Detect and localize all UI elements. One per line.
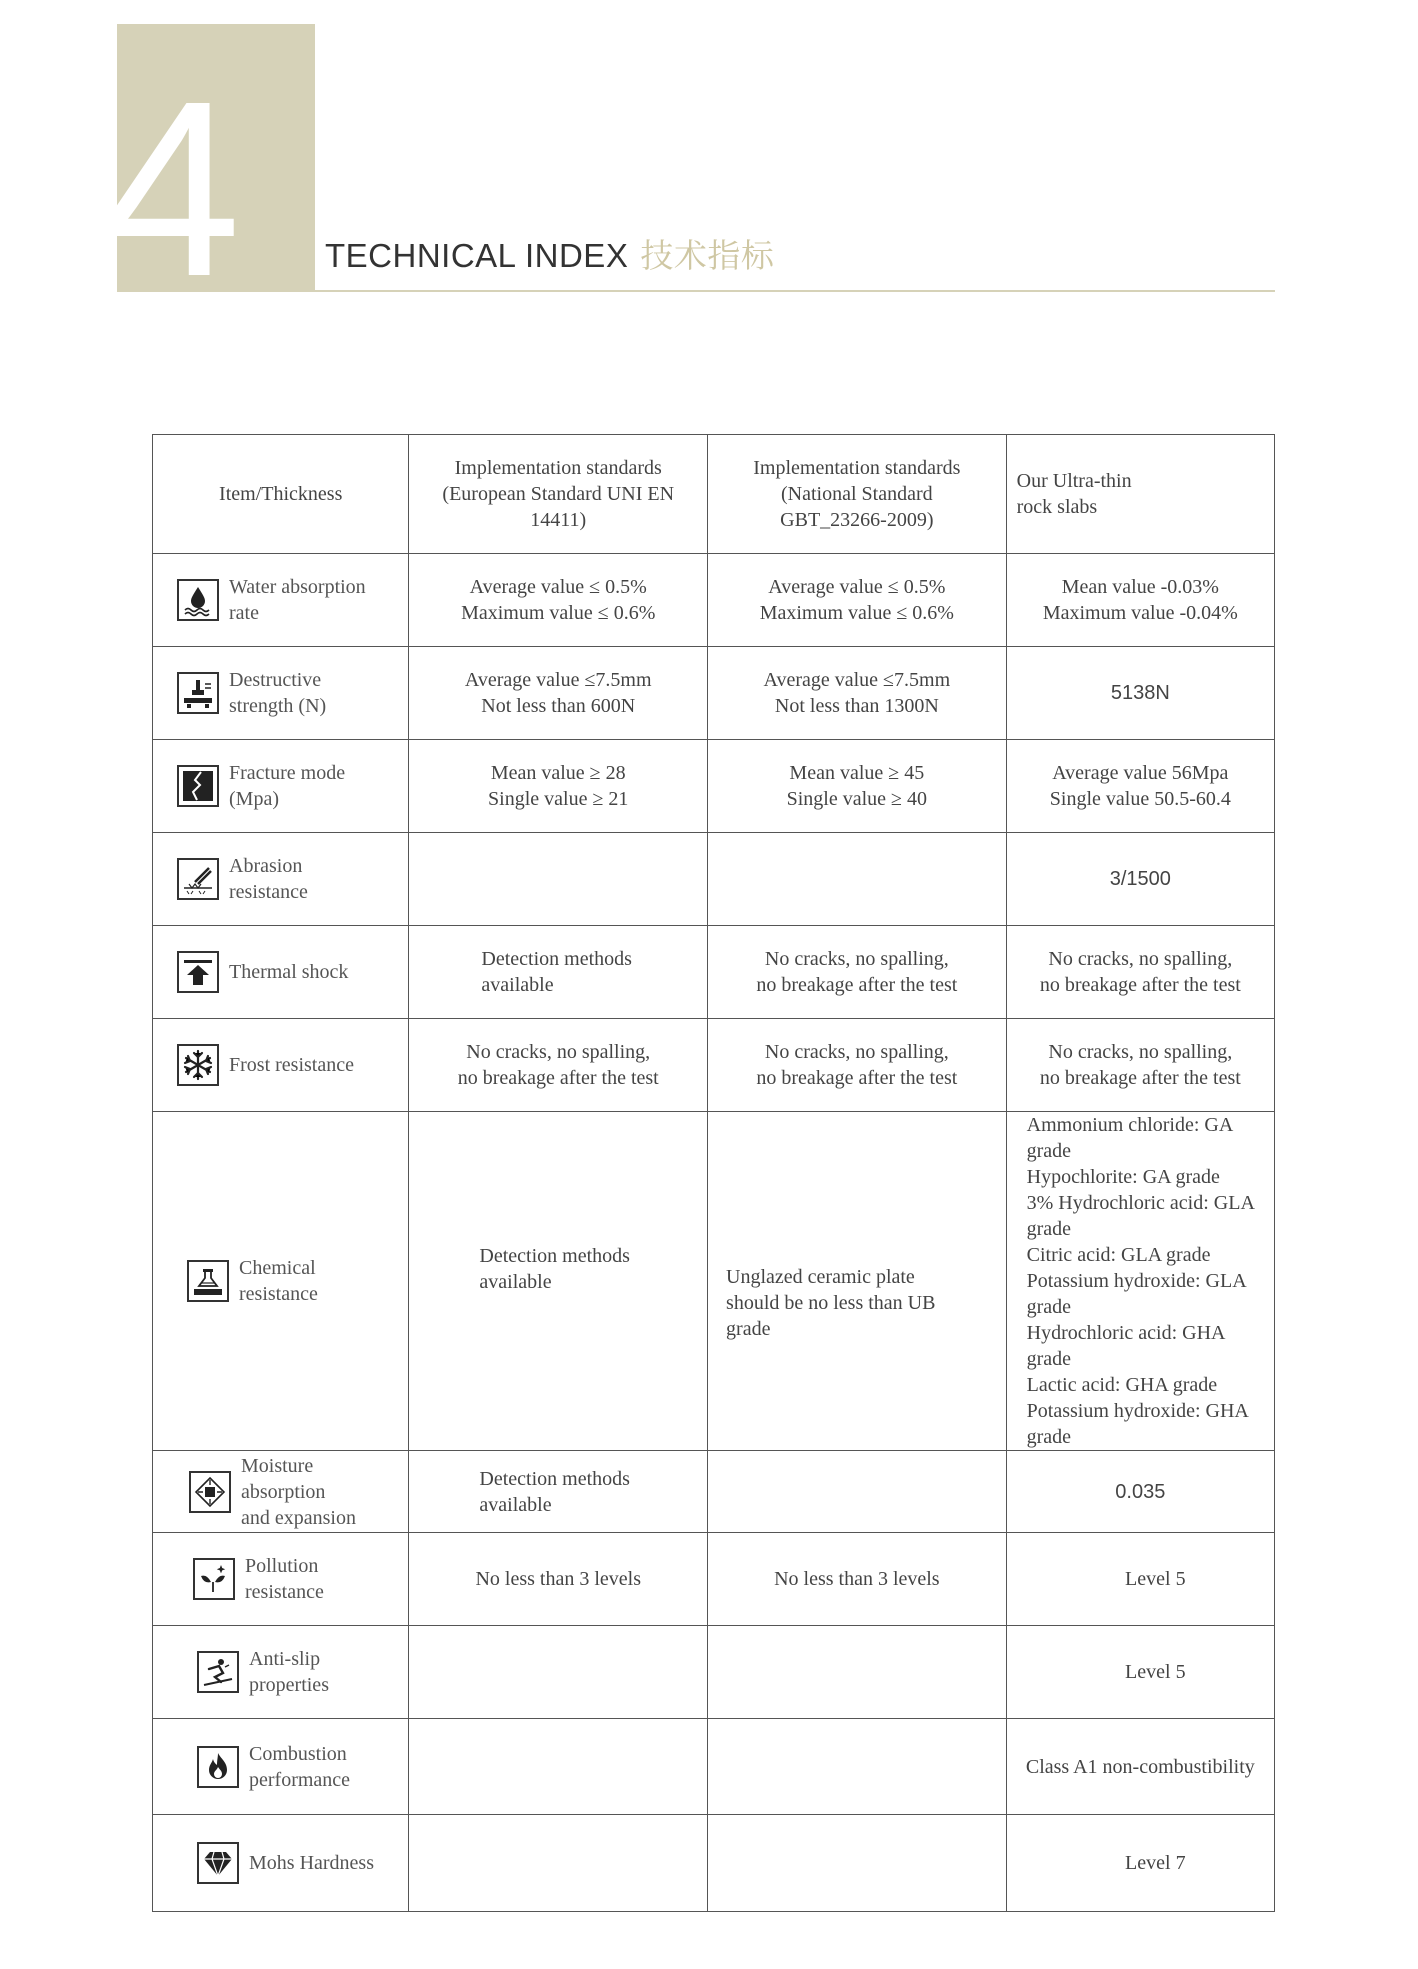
- cn-value: [708, 1626, 1007, 1719]
- eu-value: [409, 833, 708, 926]
- eu-value: [409, 1626, 708, 1719]
- eu-value: [409, 1719, 708, 1815]
- table-row: [153, 1815, 1275, 1912]
- eu-value: Average value ≤7.5mm Not less than 600N: [409, 647, 708, 740]
- table-row: [153, 926, 1275, 1019]
- cn-value: Average value ≤ 0.5% Maximum value ≤ 0.6%: [708, 554, 1007, 647]
- our-value: Ammonium chloride: GA grade Hypochlorite: GA grade 3% Hydrochloric acid: GLA grade Citric acid: GLA grade Potassium hydroxide: GLA grade Hydrochloric acid: GHA grade Lactic acid: GHA grade Potassium hydroxide: GHA grade: [1006, 1112, 1274, 1451]
- our-value: No cracks, no spalling, no breakage after the test: [1006, 926, 1274, 1019]
- header-rule: [315, 290, 1275, 292]
- eu-value: Average value ≤ 0.5% Maximum value ≤ 0.6%: [409, 554, 708, 647]
- cn-value: [708, 1815, 1007, 1912]
- row-label: Abrasion resistance: [229, 855, 308, 903]
- table-row: [153, 1626, 1275, 1719]
- row-label: Moisture absorption and expansion: [241, 1454, 356, 1529]
- diamond-icon: [197, 1842, 239, 1884]
- our-value: 0.035: [1006, 1451, 1274, 1533]
- cn-value: No cracks, no spalling, no breakage after the test: [708, 1019, 1007, 1112]
- table-header-row: [153, 435, 1275, 554]
- abrasion-icon: [177, 858, 219, 900]
- table-row: [153, 647, 1275, 740]
- row-label: Destructive strength (N): [229, 669, 327, 717]
- water-drop-icon: [177, 579, 219, 621]
- table-row: [153, 1719, 1275, 1815]
- table-row: [153, 1451, 1275, 1533]
- row-label: Fracture mode (Mpa): [229, 762, 346, 810]
- row-label: Pollution resistance: [245, 1555, 324, 1603]
- title-chinese: 技术指标: [640, 237, 775, 274]
- row-label: Water absorption rate: [229, 576, 366, 624]
- snowflake-icon: [177, 1044, 219, 1086]
- our-value: Level 7: [1006, 1815, 1274, 1912]
- row-label: Mohs Hardness: [249, 1852, 374, 1874]
- cn-value: [708, 1451, 1007, 1533]
- eu-value: Mean value ≥ 28 Single value ≥ 21: [409, 740, 708, 833]
- table-row: [153, 554, 1275, 647]
- table-row: [153, 1019, 1275, 1112]
- expansion-icon: [189, 1471, 231, 1513]
- technical-index-table: [152, 434, 1275, 1912]
- chemical-icon: [187, 1260, 229, 1302]
- leaf-sparkle-icon: [193, 1558, 235, 1600]
- eu-value: No cracks, no spalling, no breakage after the test: [409, 1019, 708, 1112]
- our-value: Mean value -0.03% Maximum value -0.04%: [1006, 554, 1274, 647]
- eu-value: Detection methods available: [409, 926, 708, 1019]
- our-value: Level 5: [1006, 1533, 1274, 1626]
- cn-value: [708, 1719, 1007, 1815]
- row-label: Thermal shock: [229, 961, 349, 983]
- our-value: Class A1 non-combustibility: [1006, 1719, 1274, 1815]
- table-row: [153, 833, 1275, 926]
- row-label: Frost resistance: [229, 1054, 354, 1076]
- table-row: [153, 1533, 1275, 1626]
- press-icon: [177, 672, 219, 714]
- page-title: [325, 230, 774, 277]
- eu-value: Detection methods available: [409, 1112, 708, 1451]
- flame-icon: [197, 1746, 239, 1788]
- eu-value: No less than 3 levels: [409, 1533, 708, 1626]
- cn-value: No less than 3 levels: [708, 1533, 1007, 1626]
- chapter-number: 4: [102, 49, 242, 328]
- our-value: 5138N: [1006, 647, 1274, 740]
- our-value: 3/1500: [1006, 833, 1274, 926]
- cn-value: [708, 833, 1007, 926]
- cn-value: Average value ≤7.5mm Not less than 1300N: [708, 647, 1007, 740]
- table-row: [153, 1112, 1275, 1451]
- slip-icon: [197, 1651, 239, 1693]
- row-label: Anti-slip properties: [249, 1648, 329, 1696]
- header-our-slabs: Our Ultra-thin rock slabs: [1006, 435, 1274, 554]
- table-row: [153, 740, 1275, 833]
- row-label: Chemical resistance: [239, 1257, 318, 1305]
- our-value: No cracks, no spalling, no breakage after the test: [1006, 1019, 1274, 1112]
- header-item: Item/Thickness: [153, 435, 409, 554]
- crack-icon: [177, 765, 219, 807]
- cn-value: Unglazed ceramic plate should be no less than UB grade: [708, 1112, 1007, 1451]
- header-national-standard: Implementation standards (National Standard GBT_23266-2009): [708, 435, 1007, 554]
- our-value: Average value 56Mpa Single value 50.5-60.4: [1006, 740, 1274, 833]
- cn-value: No cracks, no spalling, no breakage after the test: [708, 926, 1007, 1019]
- header-european-standard: Implementation standards (European Standard UNI EN 14411): [409, 435, 708, 554]
- our-value: Level 5: [1006, 1626, 1274, 1719]
- thermal-arrow-icon: [177, 951, 219, 993]
- eu-value: Detection methods available: [409, 1451, 708, 1533]
- title-english: TECHNICAL INDEX: [325, 237, 629, 274]
- eu-value: [409, 1815, 708, 1912]
- row-label: Combustion performance: [249, 1742, 351, 1791]
- cn-value: Mean value ≥ 45 Single value ≥ 40: [708, 740, 1007, 833]
